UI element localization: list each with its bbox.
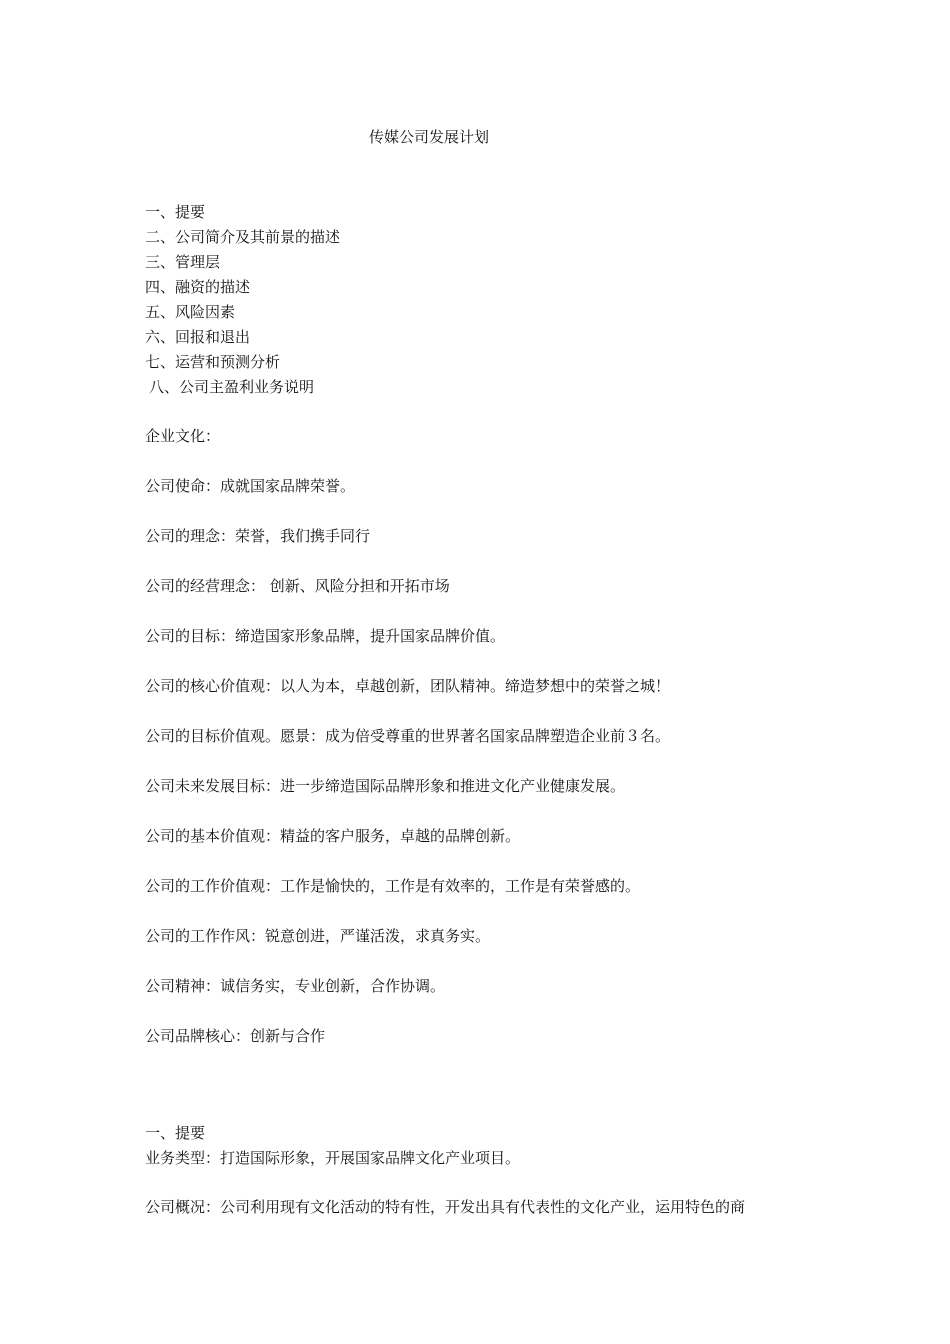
toc-item: 三、管理层 xyxy=(145,253,221,271)
toc-item: 七、运营和预测分析 xyxy=(145,353,281,371)
culture-item: 公司的工作价值观：工作是愉快的，工作是有效率的，工作是有荣誉感的。 xyxy=(145,877,641,895)
culture-item: 公司使命：成就国家品牌荣誉。 xyxy=(145,477,356,495)
document-title: 传媒公司发展计划 xyxy=(368,128,489,146)
section-heading: 一、提要 xyxy=(145,1124,206,1142)
culture-item: 公司的经营理念： 创新、风险分担和开拓市场 xyxy=(145,577,450,595)
culture-item: 公司的工作作风：锐意创进，严谨活泼，求真务实。 xyxy=(145,927,491,945)
toc-item: 五、风险因素 xyxy=(145,303,236,321)
culture-item: 公司品牌核心：创新与合作 xyxy=(145,1027,326,1045)
corporate-culture-section xyxy=(145,423,825,1073)
toc-item: 六、回报和退出 xyxy=(145,328,251,346)
toc-item: 四、融资的描述 xyxy=(145,278,251,296)
toc-item: 一、提要 xyxy=(145,203,206,221)
culture-item: 公司的理念：荣誉，我们携手同行 xyxy=(145,527,371,545)
toc-item: 八、公司主盈利业务说明 xyxy=(149,378,315,396)
culture-heading: 企业文化： xyxy=(145,427,221,445)
table-of-contents xyxy=(145,200,340,400)
culture-item: 公司的目标价值观。愿景：成为倍受尊重的世界著名国家品牌塑造企业前３名。 xyxy=(145,727,671,745)
toc-item: 二、公司简介及其前景的描述 xyxy=(145,228,341,246)
culture-item: 公司的目标：缔造国家形象品牌，提升国家品牌价值。 xyxy=(145,627,506,645)
summary-section xyxy=(145,1121,825,1220)
culture-item: 公司精神：诚信务实，专业创新，合作协调。 xyxy=(145,977,446,995)
business-type-paragraph: 业务类型：打造国际形象，开展国家品牌文化产业项目。 xyxy=(145,1149,521,1167)
culture-item: 公司的基本价值观：精益的客户服务，卓越的品牌创新。 xyxy=(145,827,521,845)
culture-item: 公司的核心价值观：以人为本，卓越创新，团队精神。缔造梦想中的荣誉之城！ xyxy=(145,677,671,695)
company-overview-paragraph: 公司概况：公司利用现有文化活动的特有性，开发出具有代表性的文化产业，运用特色的商 xyxy=(145,1198,746,1216)
culture-item: 公司未来发展目标：进一步缔造国际品牌形象和推进文化产业健康发展。 xyxy=(145,777,626,795)
